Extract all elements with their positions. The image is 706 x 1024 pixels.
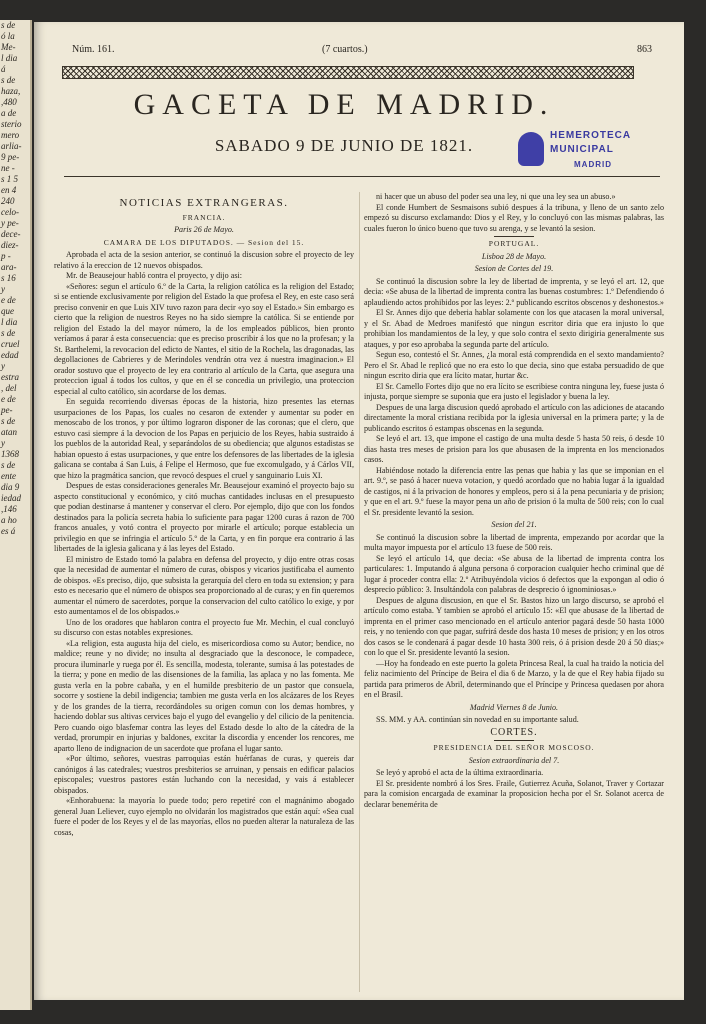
header-rule xyxy=(64,176,660,177)
page-fragment: s de xyxy=(1,328,16,338)
page-fragment: p - xyxy=(1,251,11,261)
presidency-heading: PRESIDENCIA DEL SEÑOR MOSCOSO. xyxy=(433,743,595,752)
paragraph: Aprobada el acta de la sesion anterior, se continuó la discusion sobre el proyecto de ley relativo á la ereccion de 12 nuevos obispados. xyxy=(54,250,354,270)
article-body xyxy=(364,533,664,701)
page-fragment: y xyxy=(1,284,5,294)
page-fragment: es á xyxy=(1,526,16,536)
page-fragment: ,146 xyxy=(1,504,17,514)
paragraph: El Sr. Camello Fortes dijo que no era lícito se escribiese contra ninguna ley, fuese justa ó injusta, porque siempre se suponia que era justo el legislador y buena la ley. xyxy=(364,381,664,401)
paragraph: SS. MM. y AA. continúan sin novedad en su importante salud. xyxy=(376,715,579,724)
cortes-heading: CORTES. xyxy=(490,726,538,738)
page-fragment: edad xyxy=(1,350,19,360)
page-fragment: sterio xyxy=(1,119,22,129)
issue-number: Núm. 161. xyxy=(72,44,115,55)
page-fragment: l dia xyxy=(1,317,18,327)
paragraph: El ministro de Estado tomó la palabra en defensa del proyecto, y dijo entre otras cosas que la necesidad de aumentar el número de curas, obispos y vicarios justificaba el aumento de obispos. «Es preciso, dijo, que subsista la gerarquía del clero en toda su extension; y para esto es necesario que el número de obispos sea proporcionado al de curas; y en fin queremos aumentar el número de sacerdotes, porque la conservacion del culto católico lo exige, y por esto aumentamos el de los obispados.» xyxy=(54,554,354,616)
page-fragment: ara- xyxy=(1,262,17,272)
page-fragment: y xyxy=(1,361,5,371)
page-fragment: a de xyxy=(1,108,17,118)
paragraph: «Por último, señores, vuestras parroquias están huérfanas de curas, y quereis dar canónigos á las catedrales; vuestros presbiterios se arruinan, y pensais en edificar palacios episcopales; vuestros pastores están luchando con la necesidad, y vais á establecer obispados. xyxy=(54,754,354,795)
page-fragment: y pe- xyxy=(1,218,19,228)
country-heading: FRANCIA. xyxy=(182,212,226,222)
masthead-title: GACETA DE MADRID. xyxy=(133,88,555,121)
page-fragment: a ho xyxy=(1,515,17,525)
page-fragment: ,480 xyxy=(1,97,17,107)
page-fragment: haza, xyxy=(1,86,21,96)
page-fragment: cruel xyxy=(1,339,20,349)
stamp-line-2: MUNICIPAL xyxy=(550,144,614,155)
page-fragment: ente xyxy=(1,471,16,481)
newspaper-page xyxy=(34,22,684,1000)
page-fragment: 9 pe- xyxy=(1,152,20,162)
page-fragment: iedad xyxy=(1,493,21,503)
paragraph: En seguida recorriendo diversas épocas de la historia, hizo presentes las eternas usurpaciones de los Papas, los cuales no cesaron de extender y aumentar su poder en menoscabo de los tronos, y por último lograron disponer de las coronas; que el clero, que estuvo casi siempre á la devocion de los Papas en perjuicio de los Reyes, habia sustraido á los pueblos de la autoridad Real, y separándolos de su obediencia; que algunos estadistas se habian opuesto á estas usurpaciones, y que entre los defensores de las libertades de la iglesia galicana se contaba á San Luis, á Felipe el Hermoso, que fue excomulgado, y á Cárlos VII, que hizo la pragmática sancion, que revocó despues el cruel y sanguinario Luis XI. xyxy=(54,397,354,480)
page-fragment: que xyxy=(1,306,14,316)
paragraph: Despues de una larga discusion quedó aprobado el artículo con las adiciones de atacando directamente la moral cristiana recibida por la iglesia universal en la primera parte; y la de publicando escritos ó estampas obscenas en la segunda. xyxy=(364,402,664,433)
page-fragment: dia 9 xyxy=(1,482,20,492)
paragraph: El Sr. Annes dijo que deberia hablar solamente con los que atacasen la moral universal, y el Sr. Abad de Medroes manifestó que ningun escritor diria que era injusto lo que prohibian los mandamientos de la ley, y que solo contra el sexto dirigiria generalmente sus ataques, y por eso aprobaba la segunda parte del artículo. xyxy=(364,308,664,349)
article-body xyxy=(364,768,664,810)
dateline: Paris 26 de Mayo. xyxy=(174,225,234,234)
page-fragment: diez- xyxy=(1,240,19,250)
divider xyxy=(494,740,534,741)
session-heading: Sesion extraordinaria del 7. xyxy=(468,755,560,765)
page-fragment: s 16 xyxy=(1,273,16,283)
crest-icon xyxy=(518,132,544,166)
page-fragment: mero xyxy=(1,130,20,140)
session-heading: Sesion de Cortes del 19. xyxy=(474,264,554,273)
article-body xyxy=(364,277,664,519)
page-fragment: ne - xyxy=(1,163,15,173)
paragraph: El Sr. presidente nombró á los Sres. Fraile, Gutierrez Acuña, Solanot, Traver y Cortazar para la comision encargada de examinar la proposicion hecha por el Sr. Solanot acerca de declarar benemérita de xyxy=(364,778,664,809)
stamp-line-3: MADRID xyxy=(574,160,612,169)
paragraph: Mr. de Beausejour habló contra el proyecto, y dijo asi: xyxy=(66,271,242,280)
page-fragment: 240 xyxy=(1,196,15,206)
page-fragment: en 4 xyxy=(1,185,17,195)
page-fragment: Me- xyxy=(1,42,16,52)
page-fragment: celo- xyxy=(1,207,19,217)
adjacent-page-fragments xyxy=(0,20,30,537)
paragraph: ni hacer que un abuso del poder sea una ley, ni que una ley sea un abuso.» xyxy=(376,192,616,201)
ornamental-band xyxy=(62,66,634,79)
price: (7 cuartos.) xyxy=(322,44,368,55)
page-fragment: 1368 xyxy=(1,449,19,459)
page-fragment: e de xyxy=(1,394,16,404)
stamp-line-1: HEMEROTECA xyxy=(550,130,632,141)
paragraph: Se continuó la discusion sobre la libertad de imprenta, empezando por acordar que la multa mayor impuesta por el artículo 13 fuese de 500 reis. xyxy=(364,532,664,552)
page-fragment: atan xyxy=(1,427,18,437)
article-body xyxy=(54,250,354,838)
paragraph: Se leyó el art. 13, que impone el castigo de una multa desde 5 hasta 50 reis, ó desde 10 dias hasta tres meses de prision para los que abusasen de la imprenta en los mencionados casos. xyxy=(364,434,664,464)
paragraph: Se leyó y aprobó el acta de la última extraordinaria. xyxy=(376,768,544,777)
paragraph: Despues de alguna discusion, en que el Sr. Bastos hizo un largo discurso, se aprobó el artículo como estaba. Y tambien se aprobó el artículo 15: «El que abusase de la libertad de imprenta en el primer caso mencionado en el artículo anterior pagará desde 50 hasta 1000 reis, y no teniendo con que pagar, sufrirá desde dos hasta 10 meses de prision; y en los otros dos casos se le condenará á pagar desde 10 hasta 300 reis, ó á prision desde 20 á 50 dias;» con lo que el Sr. presidente levantó la sesion. xyxy=(364,595,664,657)
page-fragment: , del xyxy=(1,383,17,393)
page-fragment: y xyxy=(1,438,5,448)
session-heading: Sesion del 21. xyxy=(491,520,537,529)
page-fragment: s 1 5 xyxy=(1,174,19,184)
country-heading: PORTUGAL. xyxy=(488,239,540,248)
paragraph: —Hoy ha fondeado en este puerto la goleta Princesa Real, la cual ha traido la noticia del feliz nacimiento del Príncipe de Beira el dia 6 de Marzo, y la de que el Rey habia fijado su partida para primeros de Abril, determinando que el Príncipe y Princesa quedasen por ahora en el Brasil. xyxy=(364,658,664,699)
page-fragment: arlia- xyxy=(1,141,22,151)
page-fragment: s de xyxy=(1,460,16,470)
page-fragment: pe- xyxy=(1,405,13,415)
page-number: 863 xyxy=(637,44,652,55)
right-column xyxy=(364,192,664,810)
paragraph: Uno de los oradores que hablaron contra el proyecto fue Mr. Mechin, el cual concluyó su discurso con estas notables expresiones. xyxy=(54,617,354,637)
page-fragment: s de xyxy=(1,75,16,85)
adjacent-page-edge xyxy=(0,20,32,1010)
section-title: NOTICIAS EXTRANGERAS. xyxy=(119,197,289,209)
paragraph: El conde Humbert de Sesmaisons subió despues á la tribuna, y lleno de un santo zelo empezó su discurso exclamando: Dios y el Rey, y lo concluyó con las mismas palabras, las cuales fueron lo único bueno que tuvo su arenga, y se levantó la sesion. xyxy=(364,202,664,233)
left-column xyxy=(54,192,354,838)
page-fragment: s de xyxy=(1,20,16,30)
issue-date: SABADO 9 DE JUNIO DE 1821. xyxy=(214,136,474,155)
page-fragment: ó la xyxy=(1,31,15,41)
paragraph: Se leyó el artículo 14, que decia: «Se abusa de la libertad de imprenta contra los particulares: 1. Imputando á alguna persona ó corporacion cualquier hecho criminal que dé lugar á proceder contra ella: 2.º Atribuyéndola vicios ó defectos que la expongan al odio ó desprecio público: 3. Insultándola con palabras de desprecio ó ignominiosas.» xyxy=(364,553,664,594)
paragraph: «Enhorabuena: la mayoría lo puede todo; pero repetiré con el magnánimo abogado general Juan Leliever, cuyo ejemplo no olvidarán los magistrados que están aquí: «Sea cual fuere el poder de los Reyes y el de las mayorías, ellos no pueden alterar la naturaleza de las cosas, xyxy=(54,796,354,837)
page-fragment: e de xyxy=(1,295,16,305)
dateline: Lisboa 28 de Mayo. xyxy=(481,251,547,261)
column-separator xyxy=(359,192,360,992)
paragraph: «Señores: segun el artículo 6.º de la Carta, la religion católica es la religion del Estado; si se entiende exclusivamente por religion del Estado la que profesa el Rey, en este caso será preciso convenir en que Luis XIV tuvo razon para decir «yo soy el Estado.» Sin embargo es cierto que la religion de nuestros Reyes no ha sido siempre la católica. Si se entiende por religion del Estado la del mayor número, la de los empleados públicos, bien pronto veríamos á parar á esta consecuencia: que es preciso proscribir á los que no la profesan; y la St. Barthelemi, la revocacion del edicto de Nantes, el sitio de la Rochela, las dragonadas, las degollaciones de Cabrieres y de Merindoles vendrán otra vez á nuestra imaginacion.» El orador sostuvo que el proyecto de ley era contrario al artículo de la Carta, que asegura una proteccion igual á todos los cultos, y que en él se concedia un privilegio, una proteccion especial al culto católico, sin acordarse de los demas. xyxy=(54,281,354,396)
library-stamp xyxy=(514,124,674,176)
paragraph: Habiéndose notado la diferencia entre las penas que habia y las que se imponian en el art. 9.º, se pasó á hacer nueva votacion, y quedó acordado que no habia lugar á la igualdad de castigos, ni á la privacion de honores y empleos, pero si á la pena pecuniaria y de prision; y que en el art. 9.º fuese la mayor pena un año de prision ó la multa de 500 reis; con lo cual el Sr. presidente levantó la sesion. xyxy=(364,465,664,517)
page-fragment: á xyxy=(1,64,6,74)
paragraph: «La religion, esta augusta hija del cielo, es misericordiosa como su Autor; bendice, no maldice; reune y no divide; no insulta al desgraciado que la desconoce, le compadece, procura iluminarle y ruega por él. Es sencilla, modesta, tolerante, sumisa á las potestades de la tierra; y pone en medio de las disensiones de la familia, las aplaca y no las fomenta. Me gusta verla en la pobre cabaña, y en el humilde presbiterio de un pastor que consuela, socorre y sostiene la debil indigencia; tambien me gusta verla en los alcázares de los Reyes y de los grandes de la tierra, recordándoles su origen comun con los demas hombres, y haciendo doblar sus altivas cervices bajo el yugo del evangelio y del cilicio de la penitencia. Pero cuando oigo blasfemar contra las leyes del Estado desde lo alto de la cátedra de la verdad, prorumpir en injurias y baldones, excitar la discordia y encender los rencores, me aparto lleno de indignacion de un sacerdote que profana el lugar santo. xyxy=(54,638,354,753)
paragraph: Segun eso, contestó el Sr. Annes, ¿la moral está comprendida en el sexto mandamiento? Pero el Sr. Abad le replicó que no era esto lo que decia, sino que estaba persuadido de que ningun escrito diria que era lícito matar, hurtar &c. xyxy=(364,350,664,380)
session-heading: CAMARA DE LOS DIPUTADOS. — Sesion del 15. xyxy=(103,237,305,247)
divider xyxy=(494,236,534,237)
page-fragment: l dia xyxy=(1,53,18,63)
dateline: Madrid Viernes 8 de Junio. xyxy=(469,702,559,712)
paragraph: Se continuó la discusion sobre la ley de libertad de imprenta, y se leyó el art. 12, que decia: «Se abusa de la libertad de imprenta contra las buenas costumbres: 1.º Defendiendo ó aplaudiendo actos prohibidos por las leyes: 2.º publicando escritos obscenos y deshonestos.» xyxy=(364,276,664,307)
page-fragment: s de xyxy=(1,416,16,426)
paragraph: Despues de estas consideraciones generales Mr. Beausejour examinó el proyecto bajo su aspecto constitucional y económico, y citó muchas cantidades inclusas en el presupuesto que podian destinarse á mantener y conservar el clero. Por ejemplo, dijo que con los fondos destinados para la policía secreta habia lo suficiente para pagar 1200 curas á razon de 700 francos anuales, y votó contra el proyecto por mirarle el artículo; porque establecia un privilegio en que se infringia el artículo 5.º de la Carta, y en fin porque era contrario á las libertades de la iglesia galicana y á las leyes del Estado. xyxy=(54,481,354,553)
page-fragment: estra xyxy=(1,372,19,382)
page-fragment: dece- xyxy=(1,229,21,239)
